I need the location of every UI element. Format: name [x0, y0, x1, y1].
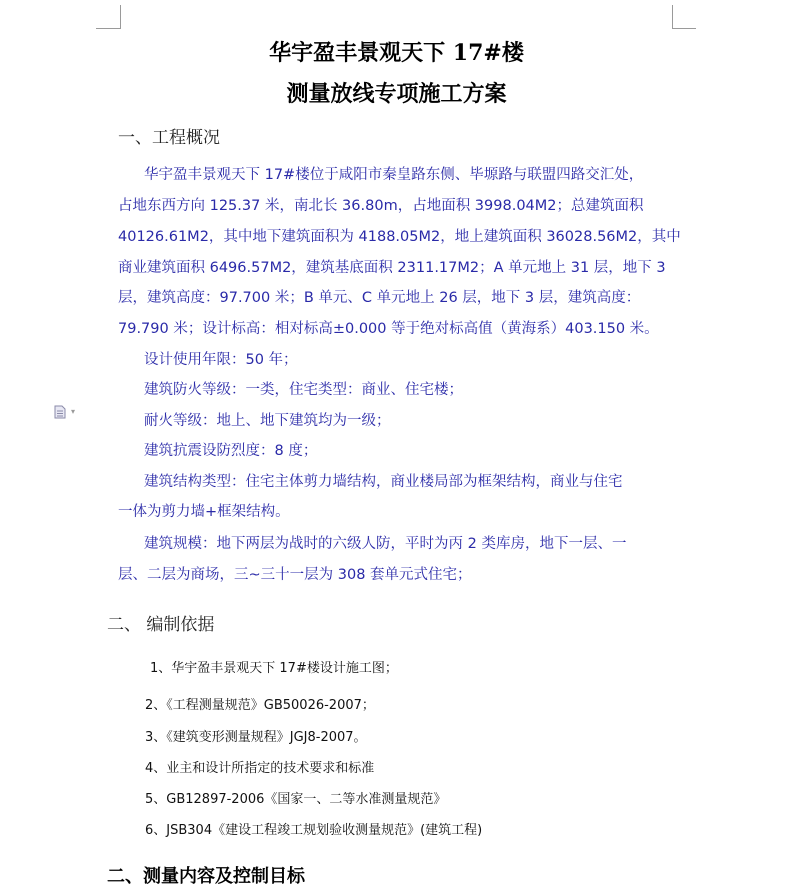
section-heading: 二、测量内容及控制目标 [107, 866, 305, 887]
list-item: 2、《工程测量规范》GB50026-2007； [145, 698, 375, 713]
section-heading: 一、工程概况 [118, 128, 220, 148]
list-item: 4、业主和设计所指定的技术要求和标准 [145, 761, 375, 776]
paragraph-line: 设计使用年限：50 年； [144, 352, 298, 368]
list-item: 5、GB12897-2006《国家一、二等水准测量规范》 [145, 792, 447, 807]
list-item: 1、华宇盈丰景观天下 17#楼设计施工图； [150, 661, 398, 676]
paragraph-line: 层、二层为商场，三~三十一层为 308 套单元式住宅； [118, 567, 472, 583]
paragraph-line: 79.790 米；设计标高：相对标高±0.000 等于绝对标高值（黄海系）403.150 米。 [118, 321, 659, 337]
corner-mark [672, 28, 696, 29]
paragraph-line: 建筑抗震设防烈度：8 度； [144, 443, 318, 459]
section-heading: 二、 编制依据 [107, 615, 215, 635]
document-title: 华宇盈丰景观天下 17#楼 [269, 40, 524, 66]
paragraph-line: 华宇盈丰景观天下 17#楼位于咸阳市秦皇路东侧、毕塬路与联盟四路交汇处， [144, 167, 644, 183]
list-item: 3、《建筑变形测量规程》JGJ8-2007。 [145, 730, 367, 745]
corner-mark [672, 5, 673, 29]
paragraph-line: 耐火等级：地上、地下建筑均为一级； [144, 413, 391, 429]
document-icon[interactable] [54, 405, 66, 419]
corner-mark [96, 28, 120, 29]
paragraph-line: 建筑防火等级：一类，住宅类型：商业、住宅楼； [144, 382, 463, 398]
corner-mark [120, 5, 121, 29]
paragraph-line: 一体为剪力墙+框架结构。 [118, 504, 290, 520]
paragraph-line: 建筑结构类型：住宅主体剪力墙结构，商业楼局部为框架结构，商业与住宅 [144, 474, 623, 490]
list-item: 6、JSB304《建设工程竣工规划验收测量规范》(建筑工程) [145, 823, 483, 838]
paragraph-line: 占地东西方向 125.37 米，南北长 36.80m，占地面积 3998.04M2；总建筑面积 [118, 198, 644, 214]
caret-down-icon[interactable]: ▾ [71, 407, 76, 416]
paragraph-line: 40126.61M2，其中地下建筑面积为 4188.05M2，地上建筑面积 36028.56M2，其中 [118, 229, 681, 245]
document-subtitle: 测量放线专项施工方案 [286, 81, 507, 107]
paragraph-line: 层，建筑高度：97.700 米；B 单元、C 单元地上 26 层，地下 3 层，建筑高度： [118, 290, 641, 306]
paragraph-line: 建筑规模：地下两层为战时的六级人防，平时为丙 2 类库房，地下一层、一 [144, 536, 627, 552]
paragraph-line: 商业建筑面积 6496.57M2，建筑基底面积 2311.17M2；A 单元地上 31 层，地下 3 [118, 260, 666, 276]
